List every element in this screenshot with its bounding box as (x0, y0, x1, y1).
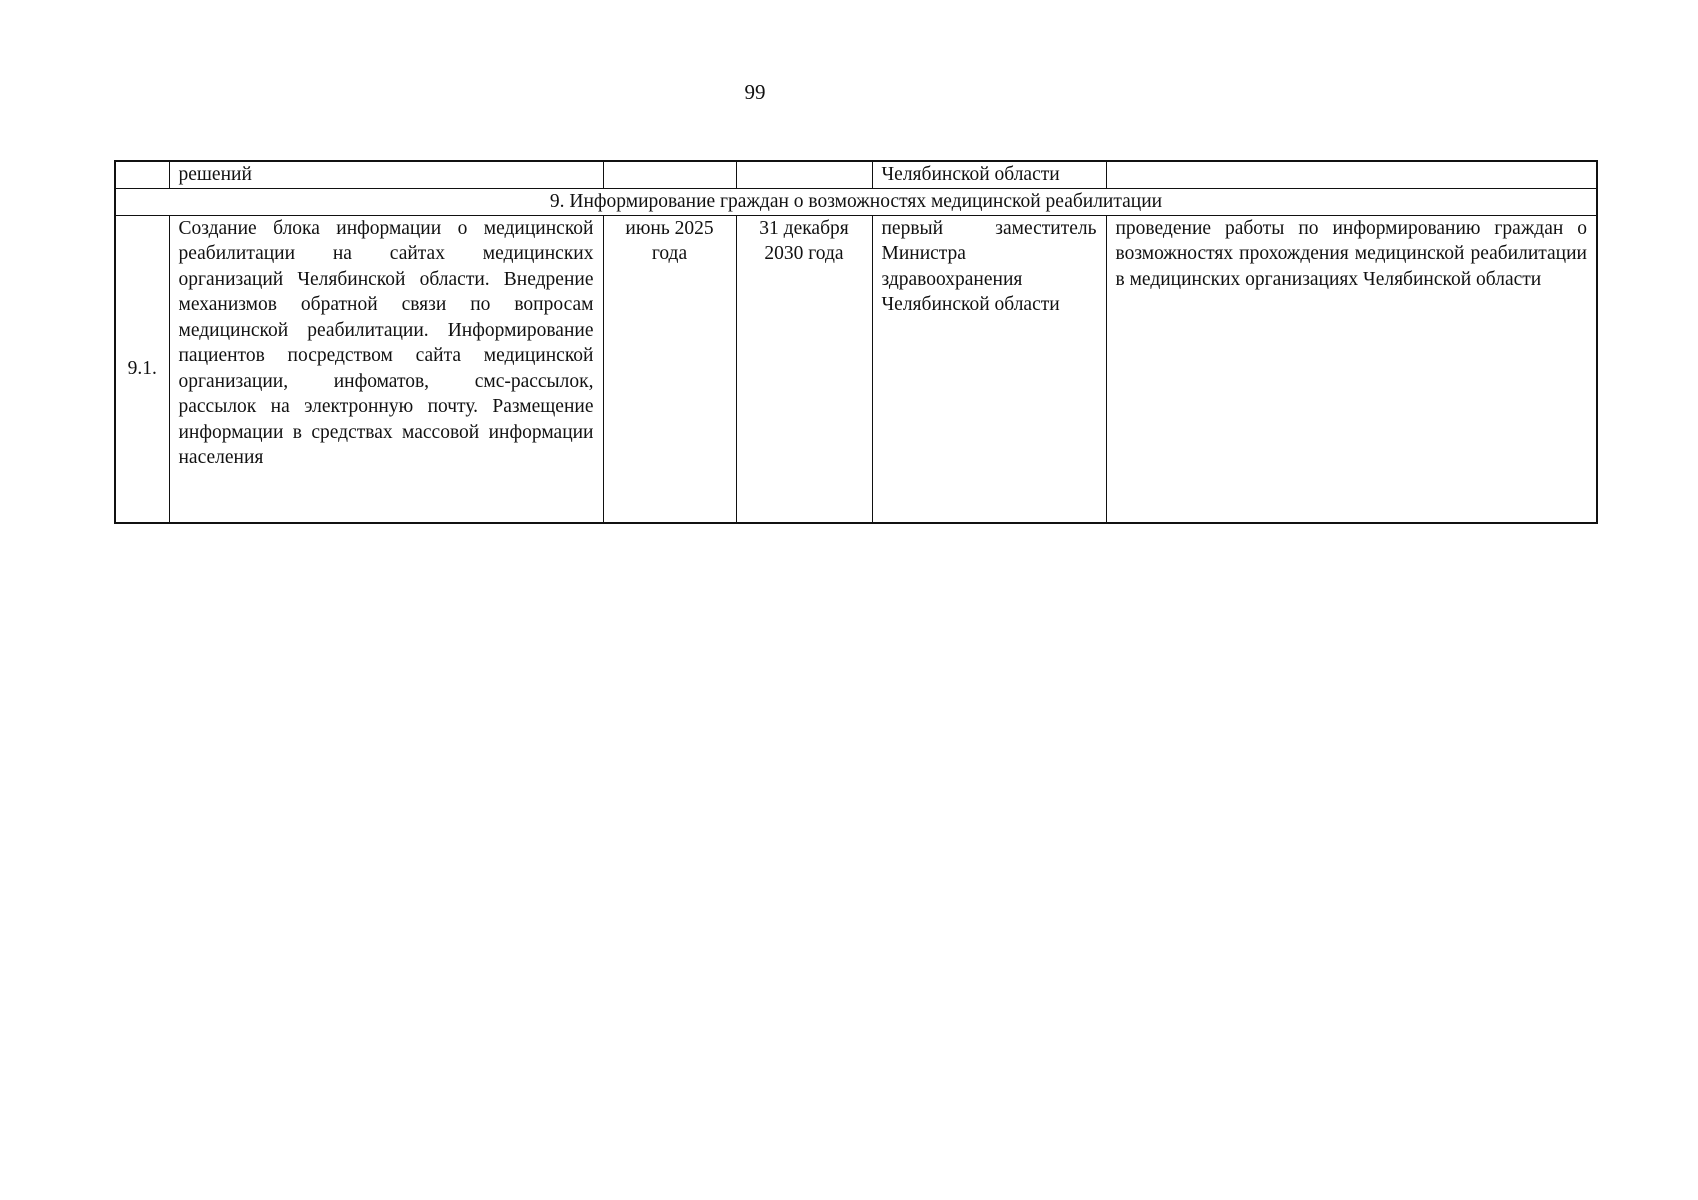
cell-start: июнь 2025 года (603, 215, 736, 523)
section-header: 9. Информирование граждан о возможностях медицинской реабилитации (115, 188, 1597, 215)
table-row (115, 215, 1597, 523)
section-header-row (115, 188, 1597, 215)
cell-name: решений (169, 161, 603, 188)
cell-result: проведение работы по информированию граждан о возможностях прохождения медицинской реабилитации в медицинских организациях Челябинской области (1106, 215, 1597, 523)
cell-end: 31 декабря 2030 года (736, 215, 872, 523)
cell-start (603, 161, 736, 188)
page-number: 99 (744, 80, 766, 104)
cell-num (115, 161, 169, 188)
cell-end (736, 161, 872, 188)
cell-name: Создание блока информации о медицинской реабилитации на сайтах медицинских организаций Челябинской области. Внедрение механизмов обратной связи по вопросам медицинской реабилитации. Информирование пациентов посредством сайта медицинской организации, инфоматов, смс-рассылок, рассылок на электронную почту. Размещение информации в средствах массовой информации населения (169, 215, 603, 523)
cell-responsible: первый заместитель Министра здравоохранения Челябинской области (872, 215, 1106, 523)
cell-responsible: Челябинской области (872, 161, 1106, 188)
table-row (115, 161, 1597, 188)
measures-table (114, 160, 1598, 524)
cell-num: 9.1. (115, 215, 169, 523)
cell-result (1106, 161, 1597, 188)
